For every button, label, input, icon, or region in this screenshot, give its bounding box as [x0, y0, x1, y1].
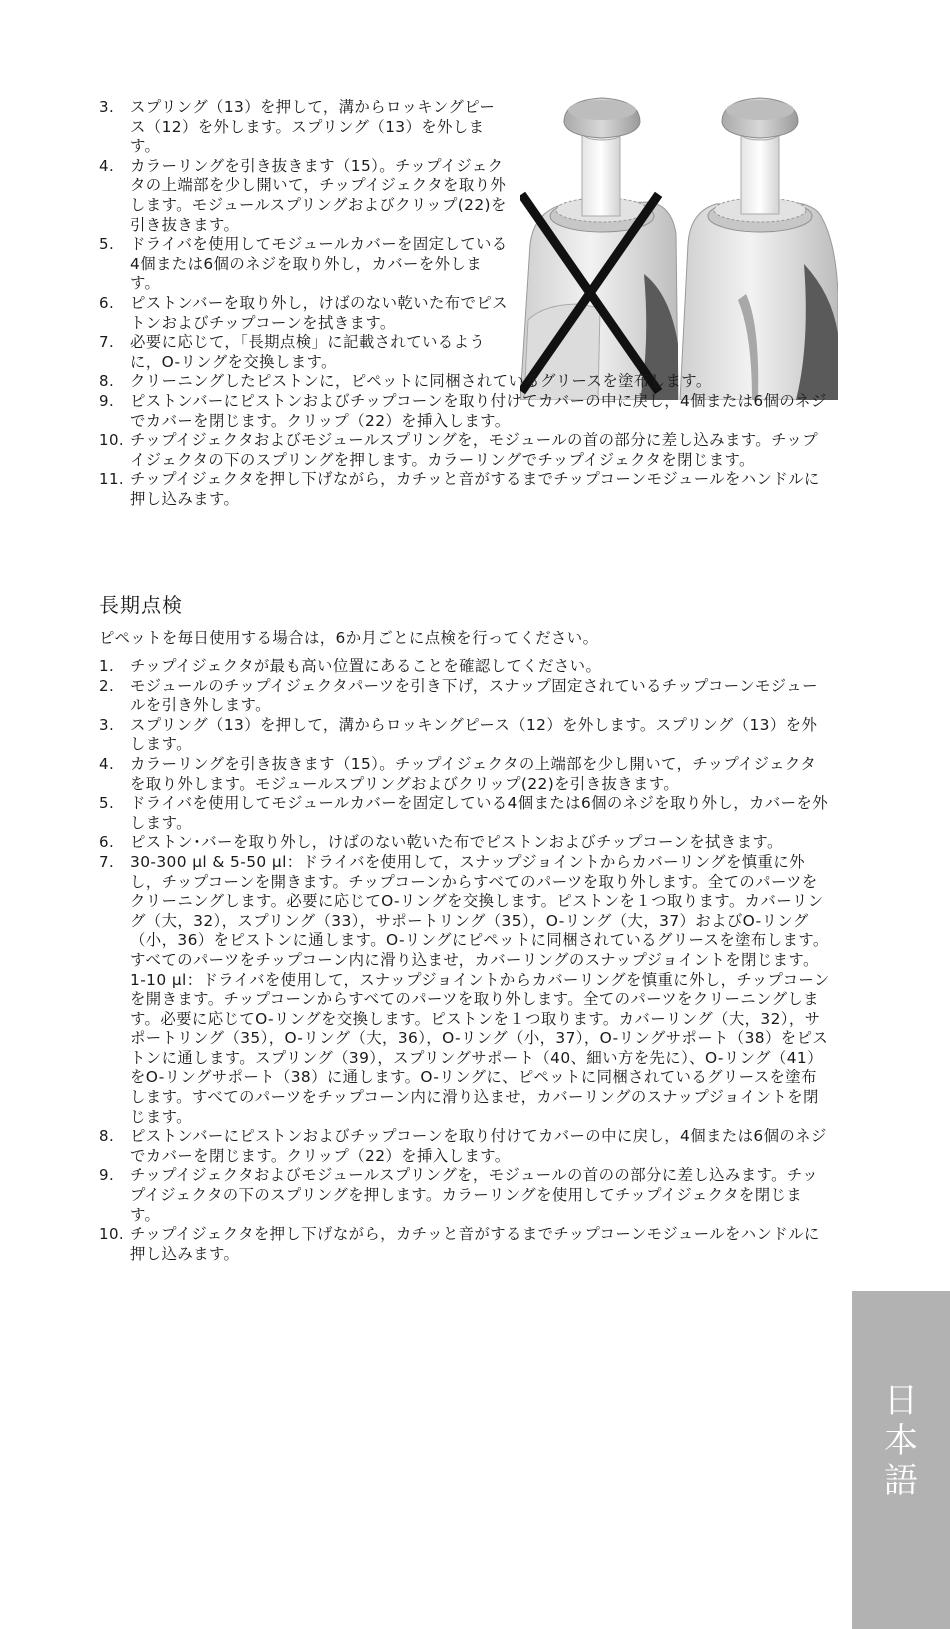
language-char: 本 — [884, 1421, 918, 1461]
step-number: 10. — [99, 431, 125, 450]
step-text-small-volume: 1-10 µl：ドライバを使用して，スナップジョイントからカバーリングを慎重に外し，チップコーンを開きます。チップコーンからすべてのパーツを取り外します。全てのパーツをクリーニングします。必要に応じてO-リングを交換します。ピストンを１つ取ります。カバーリング（大，32），サポートリング（35），O-リング（大，36），O-リング（小，37），O-リングサポート（38）をピストンに通します。スプリング（39），スプリングサポート（40、細い方を先に）、O-リング（41）をO-リングサポート（38）に通します。O-リングに、ピペットに同梱されているグリースを塗布します。すべてのパーツをチップコーン内に滑り込ませ，カバーリングのスナップジョイントを閉じます。 — [130, 970, 830, 1126]
step-number: 3. — [99, 98, 115, 116]
language-label — [852, 1381, 950, 1501]
step-text: チップイジェクタを押し下げながら，カチッと音がするまでチップコーンモジュールをハンドルに押し込みます。 — [130, 1225, 820, 1263]
list-item — [99, 333, 510, 372]
step-number: 9. — [99, 391, 115, 410]
language-char: 語 — [884, 1461, 918, 1501]
step-number: 3. — [99, 715, 115, 734]
step-number: 6. — [99, 833, 115, 852]
step-number: 5. — [99, 235, 115, 254]
step-text: ピストン･バーを取り外し，けばのない乾いた布でピストンおよびチップコーンを拭きます。 — [130, 833, 783, 852]
step-text: スプリング（13）を押して，溝からロッキングピース（12）を外します。スプリング（13）を外します。 — [130, 98, 496, 156]
step-text: チップイジェクタおよびモジュールスプリングを，モジュールの首のの部分に差し込みます。チップイジェクタの下のスプリングを押します。カラーリングを使用してチップイジェクタを閉じます。 — [130, 1166, 819, 1224]
long-term-check-steps — [99, 657, 829, 1264]
step-number: 9. — [99, 1166, 115, 1185]
step-number: 5. — [99, 794, 115, 813]
section-intro: ピペットを毎日使用する場合は，6か月ごとに点検を行ってください。 — [99, 629, 599, 647]
step-text: 必要に応じて，「長期点検」に記載されているように，O-リングを交換します。 — [130, 333, 486, 371]
language-tab — [852, 1291, 950, 1629]
list-item — [99, 794, 830, 833]
step-number: 8. — [99, 1127, 115, 1146]
step-number: 2. — [99, 676, 115, 695]
list-item — [99, 431, 830, 470]
step-text: カラーリングを引き抜きます（15）。チップイジェクタの上端部を少し開いて，チップイジェクタを取り外します。モジュールスプリングおよびクリップ(22)を引き抜きます。 — [130, 156, 507, 234]
step-text: チップイジェクタおよびモジュールスプリングを，モジュールの首の部分に差し込みます。チップイジェクタの下のスプリングを押します。カラーリングでチップイジェクタを閉じます。 — [130, 431, 819, 469]
step-number: 8. — [99, 372, 115, 391]
section-heading: 長期点検 — [99, 593, 183, 617]
step-text: ピストンバーにピストンおよびチップコーンを取り付けてカバーの中に戻し，4個または6個のネジでカバーを閉じます。クリップ（22）を挿入します。 — [130, 1127, 827, 1165]
step-number: 11. — [99, 470, 125, 489]
language-char: 日 — [884, 1381, 918, 1421]
step-text: ピストンバーにピストンおよびチップコーンを取り付けてカバーの中に戻し，4個または6個のネジでカバーを閉じます。クリップ（22）を挿入します。 — [130, 391, 827, 430]
list-item — [99, 157, 510, 235]
list-item — [99, 853, 830, 1127]
list-item — [99, 755, 830, 794]
list-item — [99, 833, 830, 853]
list-item — [99, 235, 510, 294]
step-text: クリーニングしたピストンに，ピペットに同梱されているグリースを塗布します。 — [130, 372, 712, 391]
step-text: ドライバを使用してモジュールカバーを固定している4個または6個のネジを取り外し，カバーを外します。 — [130, 235, 508, 293]
list-item — [99, 98, 510, 157]
step-text: チップイジェクタを押し下げながら，カチッと音がするまでチップコーンモジュールをハンドルに押し込みます。 — [130, 470, 820, 508]
continued-steps-list — [99, 98, 825, 509]
list-item — [99, 657, 830, 677]
list-item — [99, 392, 830, 431]
step-text: 30-300 µl & 5-50 µl：ドライバを使用して，スナップジョイントからカバーリングを慎重に外し，チップコーンを開きます。チップコーンからすべてのパーツを取り外します。全てのパーツをクリーニングします。必要に応じてO-リングを交換します。ピストンを１つ取ります。カバーリング（大，32），スプリング（33），サポートリング（35），O-リング（大，37）およびO-リング（小，36）をピストンに通します。O-リングにピペットに同梱されているグリースを塗布します。すべてのパーツをチップコーン内に滑り込ませ，カバーリングのスナップジョイントを閉じます。 — [130, 852, 829, 969]
step-text: ドライバを使用してモジュールカバーを固定している4個または6個のネジを取り外し，カバーを外します。 — [130, 794, 828, 832]
step-number: 1. — [99, 657, 115, 675]
list-item — [99, 1127, 830, 1166]
step-number: 4. — [99, 754, 115, 773]
step-number: 7. — [99, 333, 115, 352]
list-item — [99, 716, 830, 755]
step-number: 7. — [99, 852, 115, 871]
step-number: 4. — [99, 156, 115, 175]
list-item — [99, 677, 830, 716]
step-text: ピストンバーを取り外し，けばのない乾いた布でピストンおよびチップコーンを拭きます。 — [130, 293, 508, 332]
step-text: モジュールのチップイジェクタパーツを引き下げ，スナップ固定されているチップコーンモジュールを引き外します。 — [130, 676, 818, 715]
list-item — [99, 1166, 830, 1225]
list-item — [99, 294, 510, 333]
step-number: 6. — [99, 293, 115, 312]
step-number: 10. — [99, 1225, 125, 1244]
step-text: カラーリングを引き抜きます（15）。チップイジェクタの上端部を少し開いて，チップイジェクタを取り外します。モジュールスプリングおよびクリップ(22)を引き抜きます。 — [130, 754, 817, 793]
list-item — [99, 470, 830, 509]
step-text: チップイジェクタが最も高い位置にあることを確認してください。 — [130, 657, 602, 675]
step-text: スプリング（13）を押して，溝からロッキングピース（12）を外します。スプリング（13）を外します。 — [130, 715, 818, 754]
list-item — [99, 372, 830, 392]
list-item — [99, 1225, 830, 1264]
